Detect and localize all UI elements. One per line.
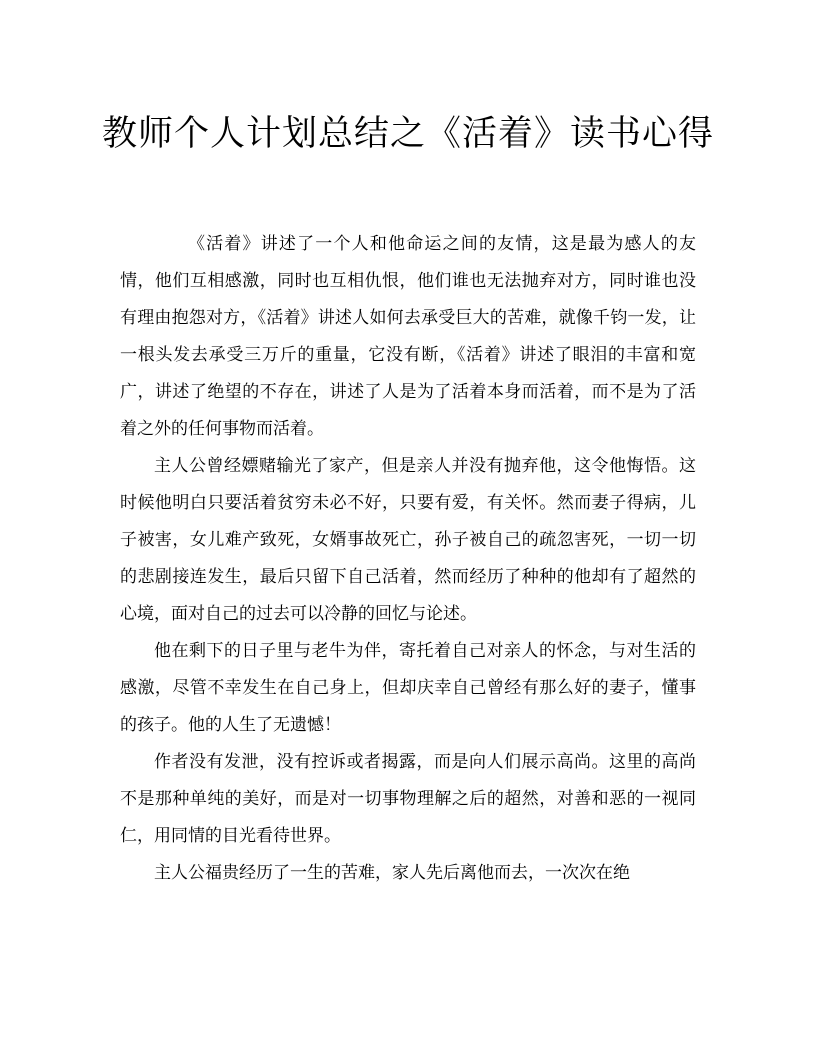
paragraph-2: 主人公曾经嫖赌输光了家产，但是亲人并没有抛弃他，这令他悔悟。这时候他明白只要活着贫穷未必不好，只要有爱，有关怀。然而妻子得病，儿子被害，女儿难产致死，女婿事故死亡，孙子被自己的疏忽害死，一切一切的悲剧接连发生，最后只留下自己活着，然而经历了种种的他却有了超然的心境，面对自己的过去可以冷静的回忆与论述。 [120,456,696,624]
paragraph-4: 作者没有发泄，没有控诉或者揭露，而是向人们展示高尚。这里的高尚不是那种单纯的美好，而是对一切事物理解之后的超然，对善和恶的一视同仁，用同情的目光看待世界。 [120,752,696,846]
paragraph-3: 他在剩下的日子里与老牛为伴，寄托着自己对亲人的怀念，与对生活的感激，尽管不幸发生在自己身上，但却庆幸自己曾经有那么好的妻子，懂事的孩子。他的人生了无遗憾！ [120,641,696,735]
page-title: 教师个人计划总结之《活着》读书心得 [101,114,714,154]
paragraph-1: 《活着》讲述了一个人和他命运之间的友情，这是最为感人的友情，他们互相感激，同时也互相仇恨，他们谁也无法抛弃对方，同时谁也没有理由抱怨对方，《活着》讲述人如何去承受巨大的苦难，就像千钧一发，让一根头发去承受三万斤的重量，它没有断，《活着》讲述了眼泪的丰富和宽广，讲述了绝望的不存在，讲述了人是为了活着本身而活着，而不是为了活着之外的任何事物而活着。 [120,234,696,439]
document-body [120,226,696,892]
paragraph-5: 主人公福贵经历了一生的苦难，家人先后离他而去，一次次在绝 [154,863,630,883]
